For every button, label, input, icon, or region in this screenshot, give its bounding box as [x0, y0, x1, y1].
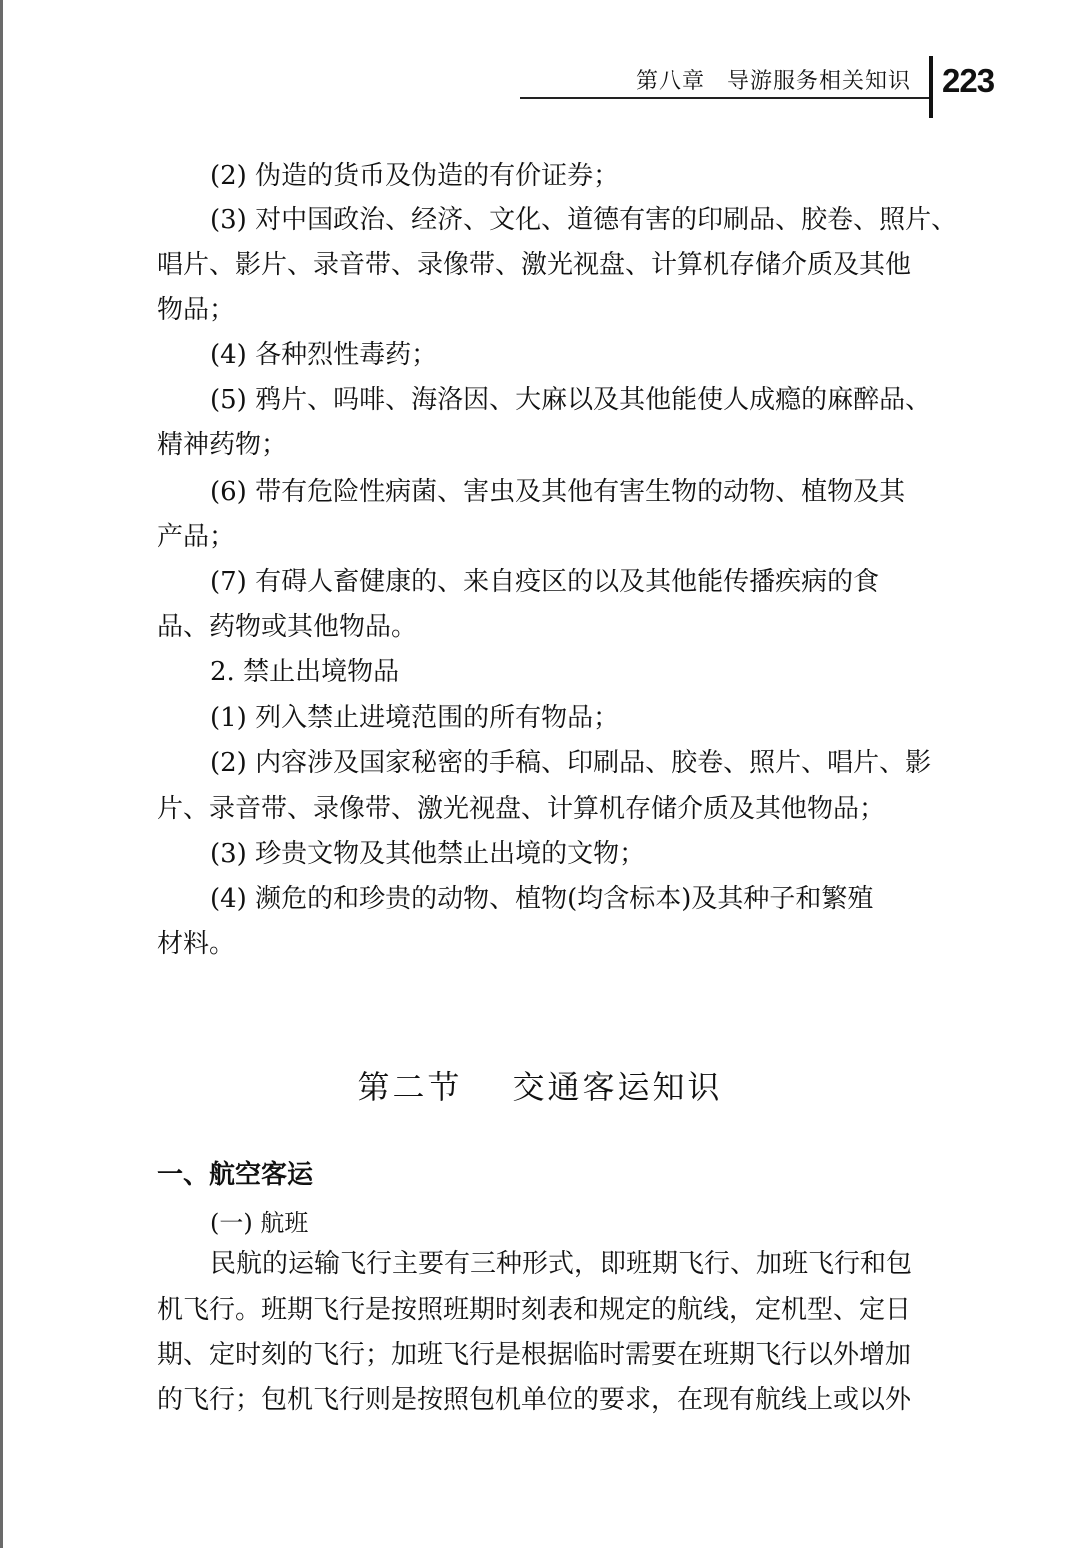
body-line: 2. 禁止出境物品	[210, 657, 400, 687]
page-number: 223	[942, 62, 995, 99]
subsection-heading: 一、航空客运	[157, 1160, 314, 1190]
body-line: (3) 对中国政治、经济、文化、道德有害的印刷品、胶卷、照片、	[210, 205, 958, 235]
section-name: 交通客运知识	[512, 1068, 723, 1106]
body-line: 唱片、影片、录音带、录像带、激光视盘、计算机存储介质及其他	[157, 250, 912, 280]
body-line: 机飞行。班期飞行是按照班期时刻表和规定的航线，定机型、定日	[157, 1295, 912, 1325]
body-line: (2) 伪造的货币及伪造的有价证券；	[210, 161, 620, 191]
header-rule	[520, 97, 930, 99]
body-line: 民航的运输飞行主要有三种形式，即班期飞行、加班飞行和包	[210, 1249, 913, 1279]
body-line: 产品；	[157, 522, 236, 552]
sub-heading: (一) 航班	[210, 1209, 309, 1237]
body-line: (4) 各种烈性毒药；	[210, 340, 438, 370]
header-vertical-bar	[929, 56, 933, 118]
chapter-title: 导游服务相关知识	[727, 69, 912, 94]
section-title	[0, 1062, 1080, 1108]
body-line: (1) 列入禁止进境范围的所有物品；	[210, 703, 620, 733]
body-line: 精神药物；	[157, 430, 288, 460]
body-line: 期、定时刻的飞行；加班飞行是根据临时需要在班期飞行以外增加	[157, 1340, 912, 1370]
running-header	[636, 64, 911, 95]
body-line: (7) 有碍人畜健康的、来自疫区的以及其他能传播疾病的食	[210, 567, 880, 597]
chapter-number: 第八章	[636, 69, 706, 94]
body-line: (3) 珍贵文物及其他禁止出境的文物；	[210, 839, 646, 869]
body-line: 片、录音带、录像带、激光视盘、计算机存储介质及其他物品；	[157, 794, 886, 824]
body-line: 物品；	[157, 295, 236, 325]
body-line: 品、药物或其他物品。	[157, 612, 418, 642]
body-line: 材料。	[157, 929, 236, 959]
page-left-edge	[0, 0, 3, 1548]
body-line: (4) 濒危的和珍贵的动物、植物(均含标本)及其种子和繁殖	[210, 884, 874, 914]
body-line: (2) 内容涉及国家秘密的手稿、印刷品、胶卷、照片、唱片、影	[210, 748, 932, 778]
body-line: (5) 鸦片、吗啡、海洛因、大麻以及其他能使人成瘾的麻醉品、	[210, 385, 932, 415]
body-line: 的飞行；包机飞行则是按照包机单位的要求，在现有航线上或以外	[157, 1385, 912, 1415]
section-number: 第二节	[357, 1068, 463, 1106]
body-line: (6) 带有危险性病菌、害虫及其他有害生物的动物、植物及其	[210, 477, 906, 507]
